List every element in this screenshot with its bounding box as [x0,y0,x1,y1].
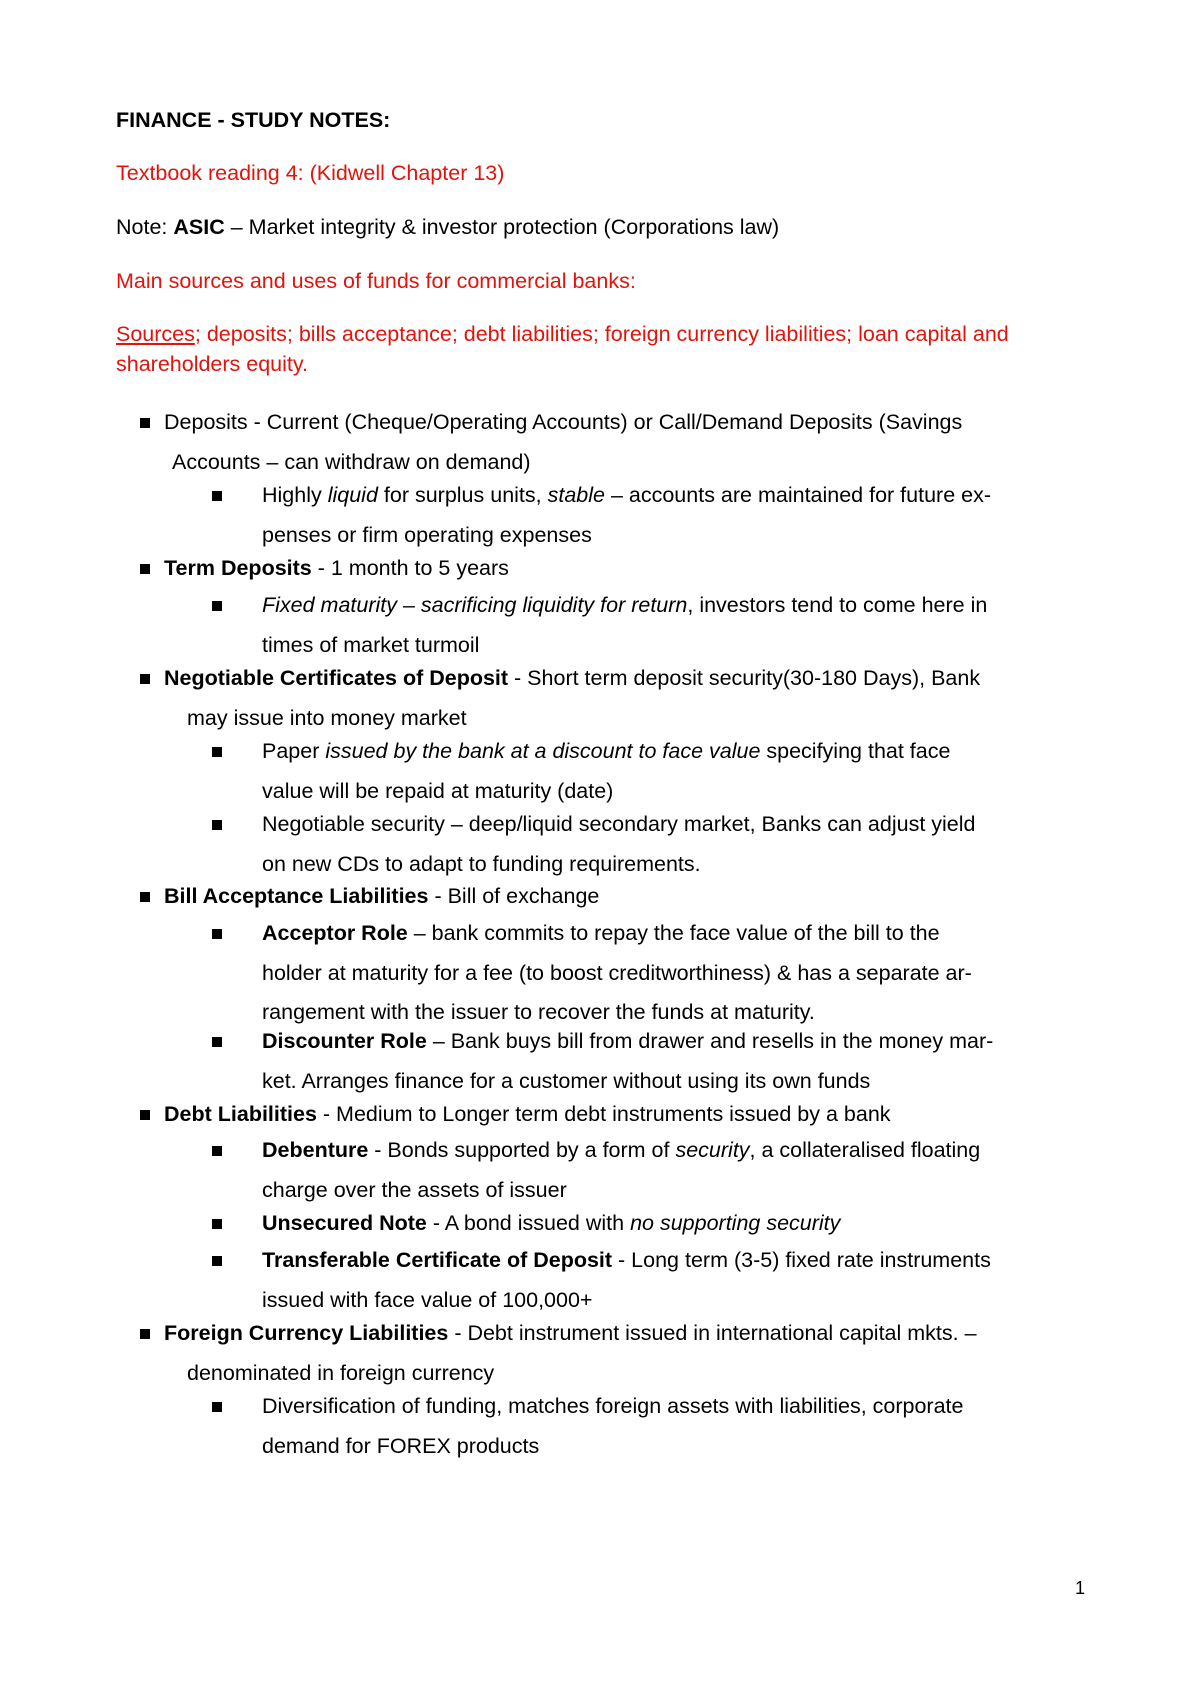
sub-item-deposits-liquid: Highly liquid for surplus units, stable – accounts are maintained for future ex- penses or firm operating expenses [206,476,1100,555]
bullet-square-icon [212,491,222,501]
sources-label: Sources [116,322,195,346]
list-item-ncd: Negotiable Certificates of Deposit - Short term deposit security(30-180 Days), Bank may issue into money market [140,659,1100,738]
bullet-square-icon [140,1110,150,1120]
sub-item-acceptor-role: Acceptor Role – bank commits to repay the face value of the bill to the holder at maturity for a fee (to boost creditworthiness) & has a separate ar- rangement with the issuer to recover the funds at maturity. [206,914,1100,1033]
list-item-debt-liabilities: Debt Liabilities - Medium to Longer term debt instruments issued by a bank [140,1095,1100,1135]
bullet-square-icon [212,1037,222,1047]
bullet-square-icon [212,1146,222,1156]
note-rest: – Market integrity & investor protection (Corporations law) [224,215,780,239]
document-title: FINANCE - STUDY NOTES: [116,108,391,132]
sub-item-ncd-negotiable: Negotiable security – deep/liquid secondary market, Banks can adjust yield on new CDs to adapt to funding requirements. [206,805,1100,884]
page-number: 1 [1075,1578,1086,1598]
bullet-square-icon [212,820,222,830]
sub-item-discounter-role: Discounter Role – Bank buys bill from drawer and resells in the money mar- ket. Arranges finance for a customer without using its own funds [206,1022,1100,1101]
sub-item-transferable-cd: Transferable Certificate of Deposit - Long term (3-5) fixed rate instruments issued with face value of 100,000+ [206,1241,1100,1320]
note-asic: ASIC [173,215,225,239]
bullet-square-icon [140,892,150,902]
bullet-square-icon [212,929,222,939]
list-item-bill-acceptance: Bill Acceptance Liabilities - Bill of exchange [140,877,1100,917]
sub-item-diversification: Diversification of funding, matches foreign assets with liabilities, corporate demand for FOREX products [206,1387,1100,1466]
sub-item-ncd-paper: Paper issued by the bank at a discount to face value specifying that face value will be repaid at maturity (date) [206,732,1100,811]
sub-item-unsecured-note: Unsecured Note - A bond issued with no supporting security [206,1204,1100,1244]
bullet-square-icon [140,1329,150,1339]
list-item-term-deposits: Term Deposits - 1 month to 5 years [140,549,1100,589]
bullet-square-icon [212,747,222,757]
bullet-square-icon [140,418,150,428]
sub-item-term-fixed: Fixed maturity – sacrificing liquidity for return, investors tend to come here in times of market turmoil [206,586,1100,665]
bullet-square-icon [212,1256,222,1266]
list-item-foreign-currency: Foreign Currency Liabilities - Debt instrument issued in international capital mkts. – denominated in foreign currency [140,1314,1100,1393]
sub-item-debenture: Debenture - Bonds supported by a form of security, a collateralised floating charge over the assets of issuer [206,1131,1100,1210]
sources-text: ; deposits; bills acceptance; debt liabilities; foreign currency liabilities; loan capital and shareholders equity. [116,322,1009,376]
note-prefix: Note: [116,215,174,239]
sources-paragraph [116,319,1096,379]
main-sources-heading: Main sources and uses of funds for commercial banks: [116,269,636,293]
note-line [116,212,1096,242]
bullet-square-icon [212,1402,222,1412]
textbook-reading: Textbook reading 4: (Kidwell Chapter 13) [116,161,505,185]
bullet-square-icon [140,674,150,684]
bullet-square-icon [212,1219,222,1229]
bullet-square-icon [212,601,222,611]
list-item-deposits: Deposits - Current (Cheque/Operating Accounts) or Call/Demand Deposits (Savings Accounts – can withdraw on demand) [140,403,1100,482]
bullet-square-icon [140,564,150,574]
